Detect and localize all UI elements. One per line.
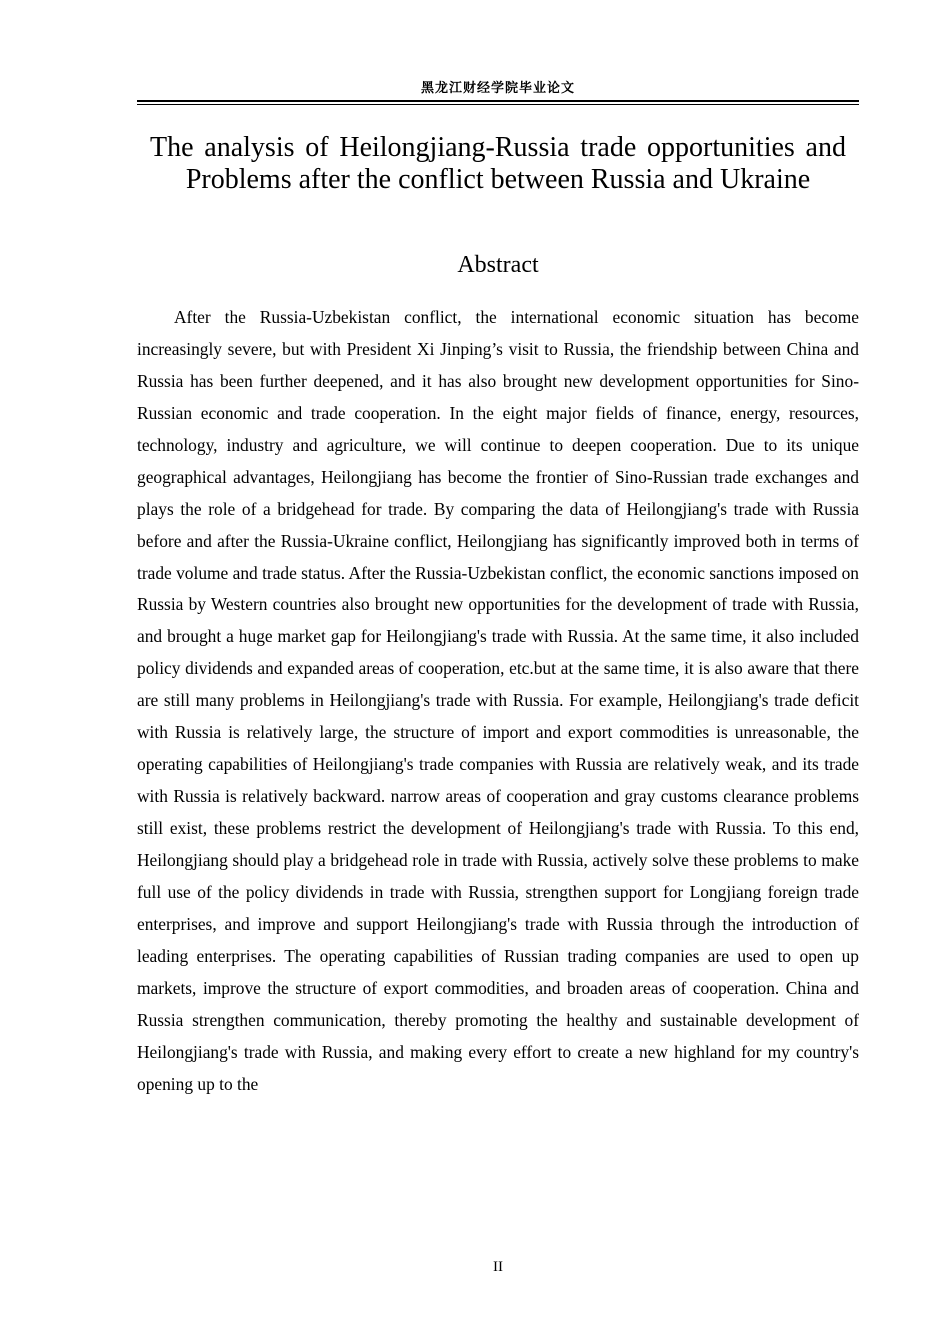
abstract-heading: Abstract [457,252,539,278]
page-number: II [493,1259,503,1275]
paper-title: The analysis of Heilongjiang-Russia trade opportunities and Problems after the conflict between Russia and Ukraine [150,132,846,195]
header-rule-thin [137,104,859,105]
running-header: 黑龙江财经学院毕业论文 [420,81,575,96]
abstract-paragraph: After the Russia-Uzbekistan conflict, the international economic situation has become increasingly severe, but with President Xi Jinping’s visit to Russia, the friendship between China and Russia has been further deepened, and it has also brought new development opportunities for Sino-Russian economic and trade cooperation. In the eight major fields of finance, energy, resources, technology, industry and agriculture, we will continue to deepen cooperation. Due to its unique geographical advantages, Heilongjiang has become the frontier of Sino-Russian trade exchanges and plays the role of a bridgehead for trade. By comparing the data of Heilongjiang's trade with Russia before and after the Russia-Ukraine conflict, Heilongjiang has significantly improved both in terms of trade volume and trade status. After the Russia-Uzbekistan conflict, the economic sanctions imposed on Russia by Western countries also brought new opportunities for the development of trade with Russia, and brought a huge market gap for Heilongjiang's trade with Russia. At the same time, it also included policy dividends and expanded areas of cooperation, etc.but at the same time, it is also aware that there are still many problems in Heilongjiang's trade with Russia. For example, Heilongjiang's trade deficit with Russia is relatively large, the structure of import and export commodities is unreasonable, the operating capabilities of Heilongjiang's trade companies with Russia are relatively weak, and its trade with Russia is relatively backward. narrow areas of cooperation and gray customs clearance problems still exist, these problems restrict the development of Heilongjiang's trade with Russia. To this end, Heilongjiang should play a bridgehead role in trade with Russia, actively solve these problems to make full use of the policy dividends in trade with Russia, strengthen support for Longjiang foreign trade enterprises, and improve and support Heilongjiang's trade with Russia through the introduction of leading enterprises. The operating capabilities of Russian trading companies are used to open up markets, improve the structure of export commodities, and broaden areas of cooperation. China and Russia strengthen communication, thereby promoting the healthy and sustainable development of Heilongjiang's trade with Russia, and making every effort to create a new highland for my country's opening up to the [137,307,859,1094]
header-double-rule [137,100,859,106]
header-rule-thick [137,100,859,102]
